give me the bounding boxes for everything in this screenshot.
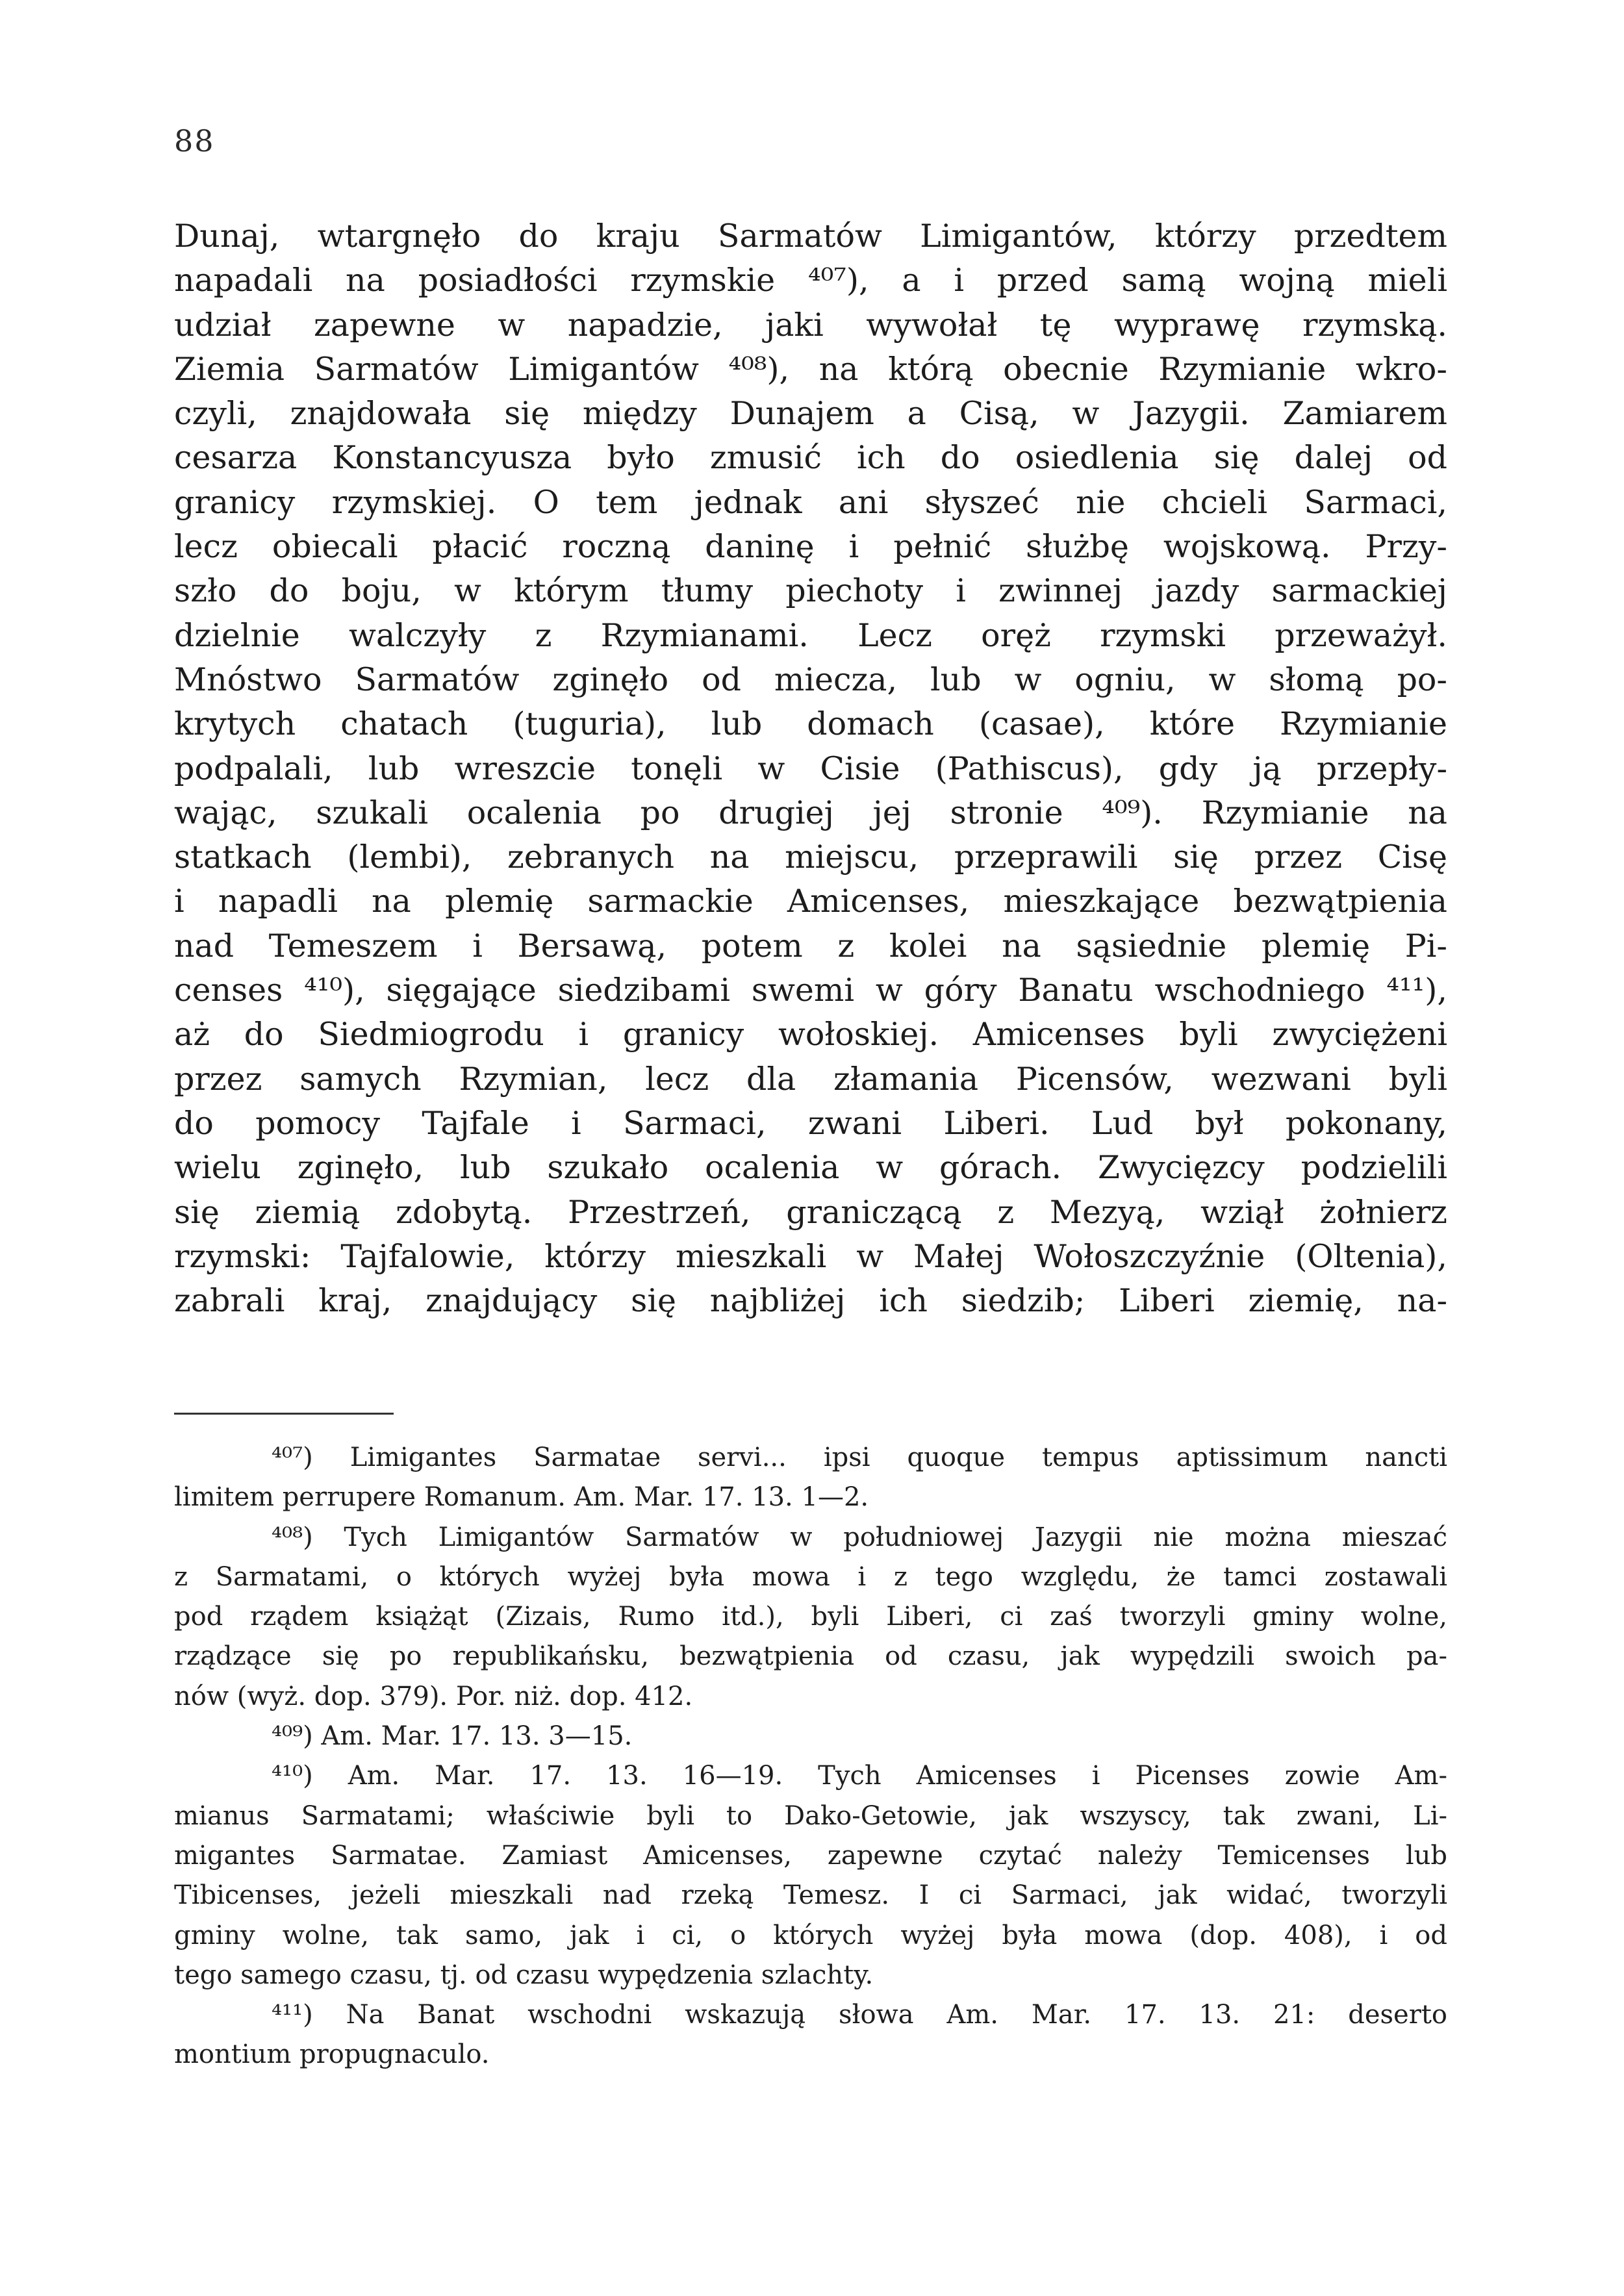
text-line: wając, szukali ocalenia po drugiej jej stronie ⁴⁰⁹). Rzymianie na [174, 794, 1447, 831]
footnote-line: ⁴¹⁰) Am. Mar. 17. 13. 16—19. Tych Amicenses i Picenses zowie Am- [272, 1761, 1447, 1791]
text-line: Ziemia Sarmatów Limigantów ⁴⁰⁸), na którą obecnie Rzymianie wkro- [174, 350, 1447, 388]
text-line: i napadli na plemię sarmackie Amicenses, mieszkające bezwątpienia [174, 883, 1447, 920]
page-number: 88 [174, 123, 215, 158]
text-line: rzymski: Tajfalowie, którzy mieszkali w Małej Wołoszczyźnie (Oltenia), [174, 1237, 1447, 1275]
text-line: Dunaj, wtargnęło do kraju Sarmatów Limigantów, którzy przedtem [174, 218, 1447, 255]
footnote-line: montium propugnaculo. [174, 2039, 490, 2070]
text-line: lecz obiecali płacić roczną daninę i pełnić służbę wojskową. Przy- [174, 528, 1447, 566]
footnote-line: ⁴⁰⁹) Am. Mar. 17. 13. 3—15. [272, 1721, 633, 1752]
footnote-line: mianus Sarmatami; właściwie byli to Dako-Getowie, jak wszyscy, tak zwani, Li- [174, 1800, 1447, 1831]
text-line: zabrali kraj, znajdujący się najbliżej ich siedzib; Liberi ziemię, na- [174, 1282, 1447, 1320]
footnote-line: gminy wolne, tak samo, jak i ci, o których wyżej była mowa (dop. 408), i od [174, 1920, 1447, 1950]
footnote-line: ⁴⁰⁷) Limigantes Sarmatae servi... ipsi quoque tempus aptissimum nancti [272, 1443, 1447, 1472]
footnote-line: Tibicenses, jeżeli mieszkali nad rzeką Temesz. I ci Sarmaci, jak widać, tworzyli [174, 1880, 1447, 1911]
footnote-line: rządzące się po republikańsku, bezwątpienia od czasu, jak wypędzili swoich pa- [174, 1641, 1447, 1672]
text-line: napadali na posiadłości rzymskie ⁴⁰⁷), a i przed samą wojną mieli [174, 262, 1447, 299]
footnotes [174, 1438, 1447, 2075]
text-line: się ziemią zdobytą. Przestrzeń, graniczącą z Mezyą, wziął żołnierz [174, 1193, 1447, 1231]
text-line: cesarza Konstancyusza było zmusić ich do osiedlenia się dalej od [174, 439, 1447, 477]
footnote-separator-rule [174, 1413, 394, 1415]
text-line: wielu zginęło, lub szukało ocalenia w górach. Zwycięzcy podzielili [174, 1149, 1447, 1187]
text-line: szło do boju, w którym tłumy piechoty i zwinnej jazdy sarmackiej [174, 572, 1447, 610]
text-line: czyli, znajdowała się między Dunajem a Cisą, w Jazygii. Zamiarem [174, 395, 1447, 433]
text-line: dzielnie walczyły z Rzymianami. Lecz oręż rzymski przeważył. [174, 616, 1447, 654]
text-line: Mnóstwo Sarmatów zginęło od miecza, lub w ogniu, w słomą po- [174, 661, 1447, 698]
text-line: podpalali, lub wreszcie tonęli w Cisie (Pathiscus), gdy ją przepły- [174, 750, 1447, 787]
footnote-line: limitem perrupere Romanum. Am. Mar. 17. 13. 1—2. [174, 1482, 869, 1513]
main-text-body [174, 214, 1447, 1323]
text-line: granicy rzymskiej. O tem jednak ani słyszeć nie chcieli Sarmaci, [174, 483, 1447, 521]
text-line: statkach (lembi), zebranych na miejscu, przeprawili się przez Cisę [174, 839, 1447, 876]
text-line: do pomocy Tajfale i Sarmaci, zwani Liberi. Lud był pokonany, [174, 1104, 1447, 1142]
footnote-line: migantes Sarmatae. Zamiast Amicenses, zapewne czytać należy Temicenses lub [174, 1840, 1447, 1871]
text-line: nad Temeszem i Bersawą, potem z kolei na sąsiednie plemię Pi- [174, 927, 1447, 965]
text-line: censes ⁴¹⁰), sięgające siedzibami swemi w góry Banatu wschodniego ⁴¹¹), [174, 972, 1447, 1009]
footnote-line: z Sarmatami, o których wyżej była mowa i z tego względu, że tamci zostawali [174, 1561, 1447, 1592]
footnote-line: tego samego czasu, tj. od czasu wypędzenia szlachty. [174, 1960, 874, 1990]
text-line: krytych chatach (tuguria), lub domach (casae), które Rzymianie [174, 705, 1447, 743]
text-line: udział zapewne w napadzie, jaki wywołał tę wyprawę rzymską. [174, 306, 1447, 344]
footnote-line: nów (wyż. dop. 379). Por. niż. dop. 412. [174, 1681, 693, 1711]
text-line: aż do Siedmiogrodu i granicy wołoskiej. Amicenses byli zwyciężeni [174, 1016, 1447, 1053]
footnote-line: pod rządem książąt (Zizais, Rumo itd.), byli Liberi, ci zaś tworzyli gminy wolne, [174, 1602, 1447, 1632]
text-line: przez samych Rzymian, lecz dla złamania Picensów, wezwani byli [174, 1060, 1447, 1098]
footnote-line: ⁴⁰⁸) Tych Limigantów Sarmatów w południowej Jazygii nie można mieszać [272, 1522, 1447, 1552]
footnote-line: ⁴¹¹) Na Banat wschodni wskazują słowa Am. Mar. 17. 13. 21: deserto [272, 2000, 1447, 2030]
